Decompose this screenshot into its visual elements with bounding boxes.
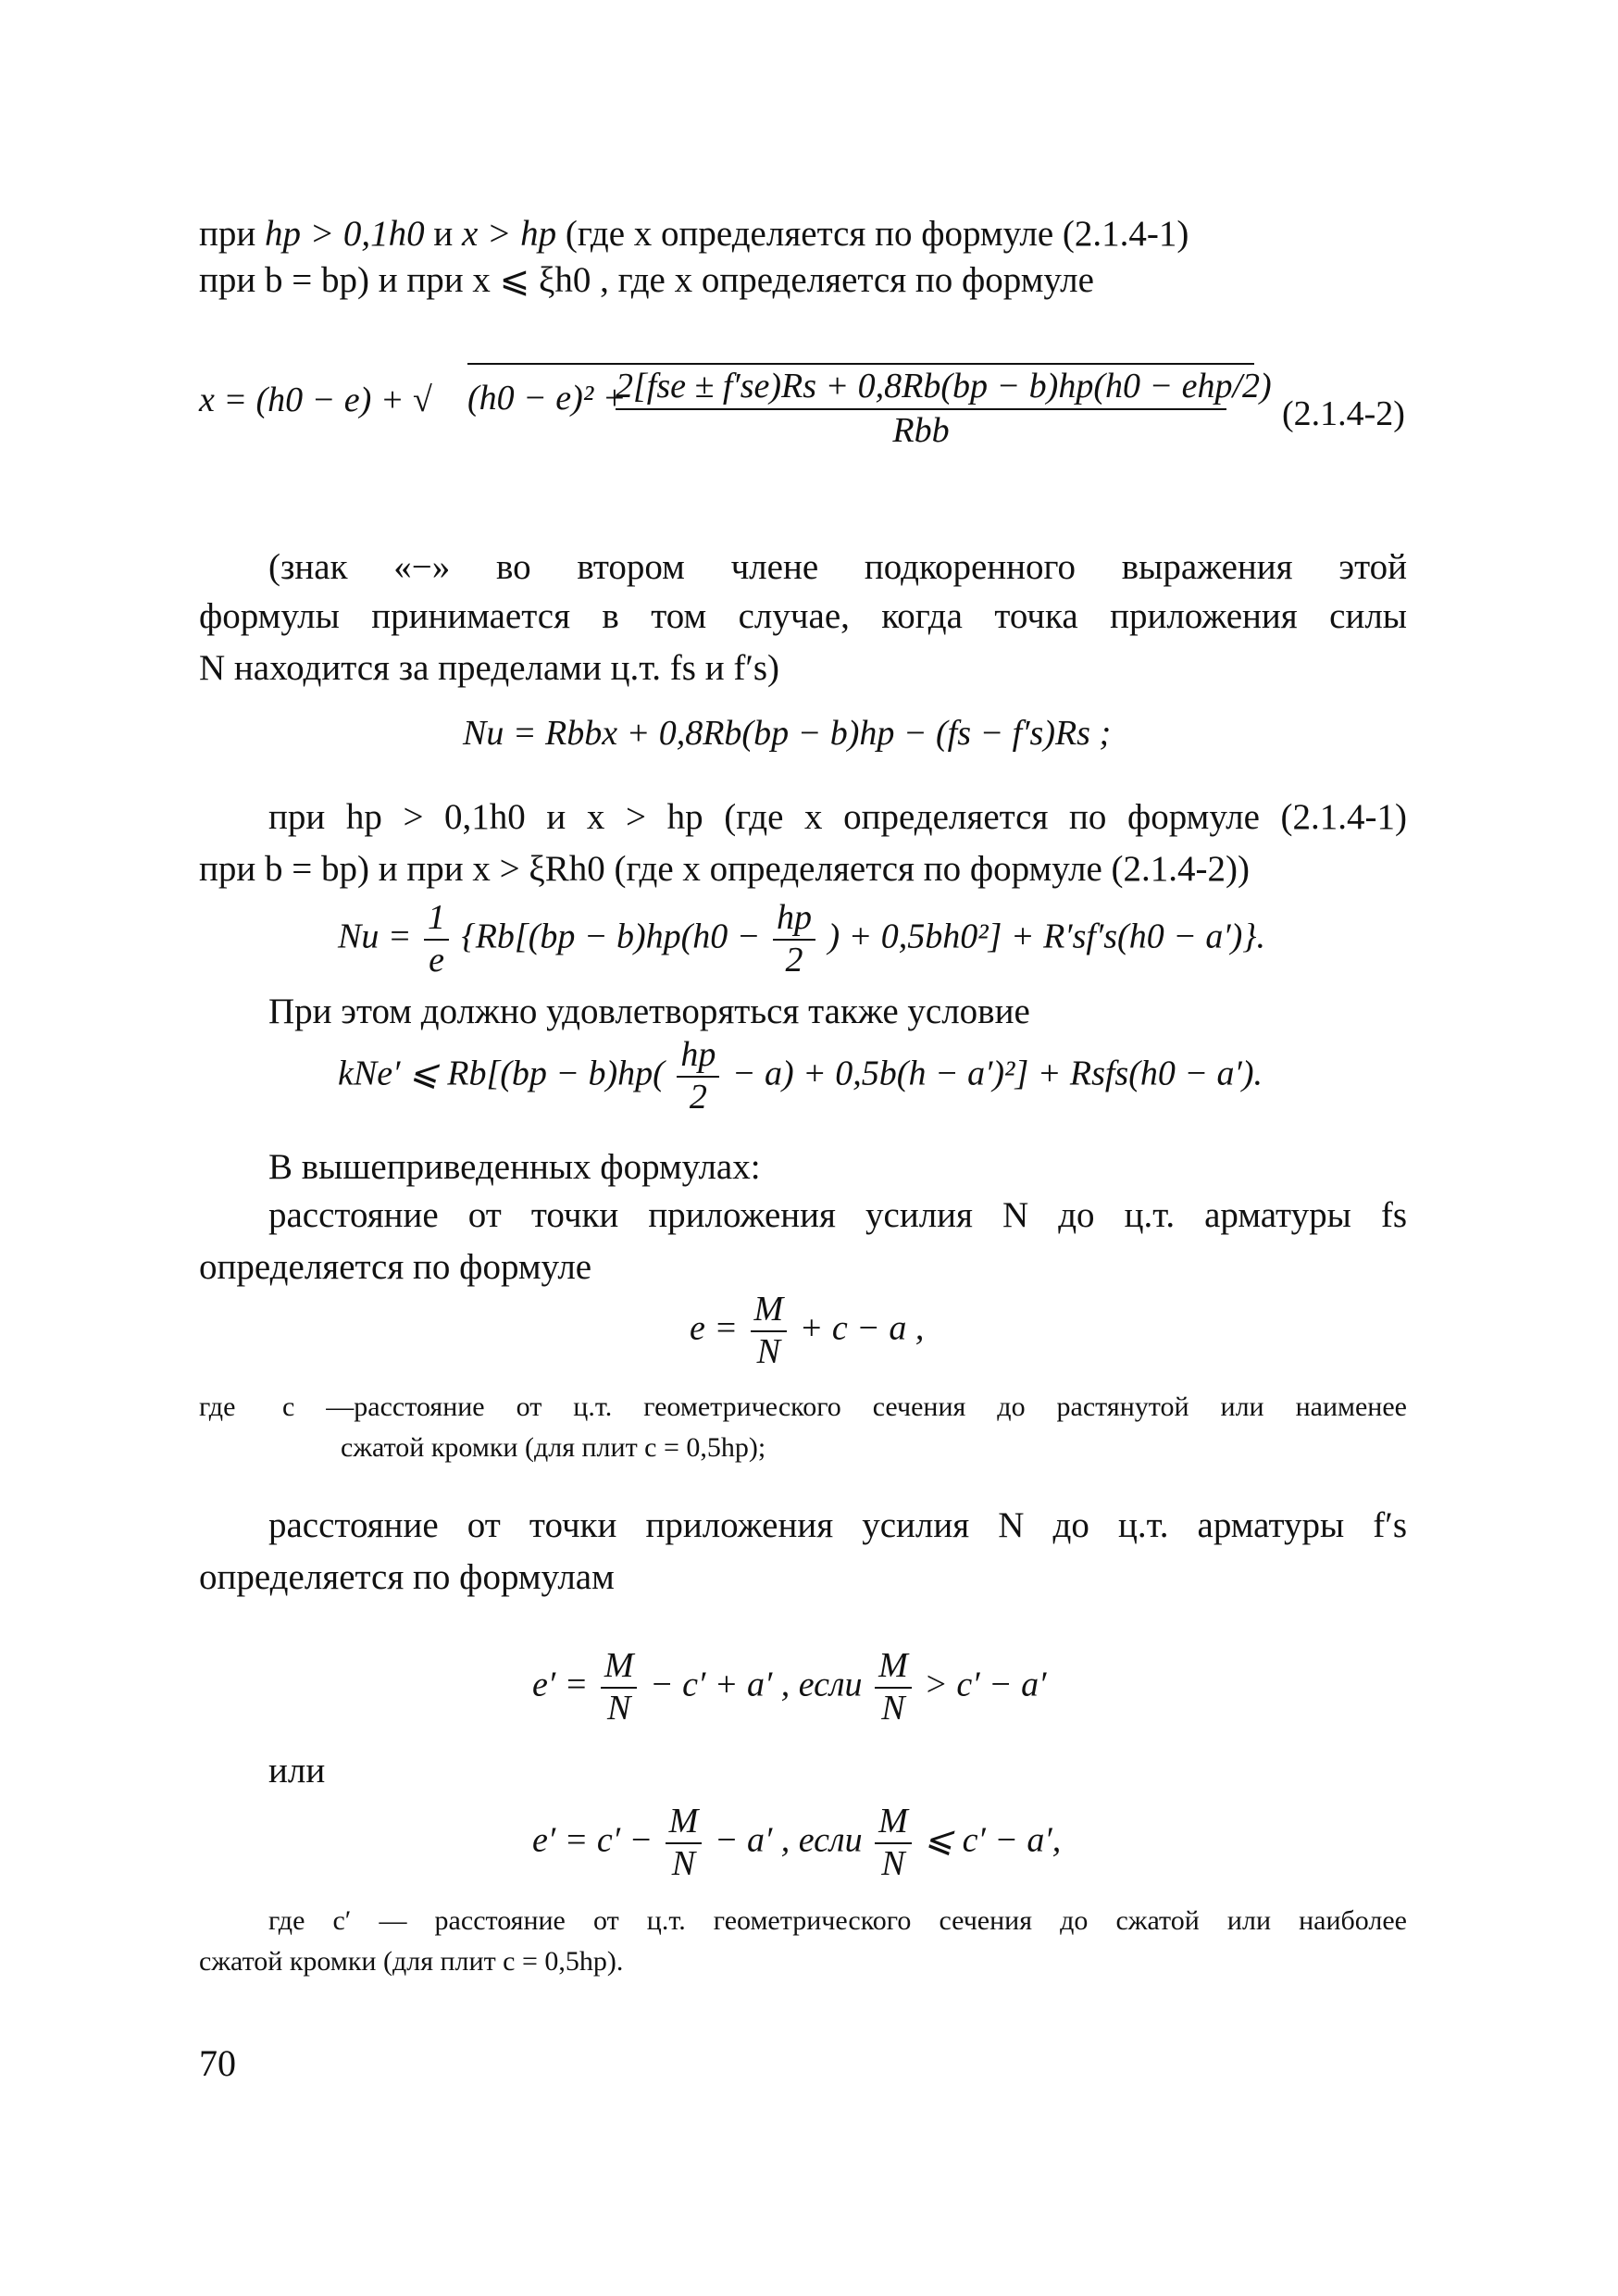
nu2-frac-den: e: [429, 940, 444, 980]
e1-frac2: [875, 1648, 912, 1728]
or-word: или: [268, 1751, 326, 1791]
formula-nu1: Nu = Rbbx + 0,8Rb(bp − b)hp − (fs − f′s)Rs ;: [463, 714, 1112, 753]
note1-line2: сжатой кромки (для плит c = 0,5hp);: [341, 1432, 766, 1463]
nu2-lhs: Nu =: [338, 917, 412, 956]
para1-line2: при b = bp) и при x ⩽ ξh0 , где x определяется по формуле: [199, 260, 1094, 300]
para2-line1: (знак «−» во втором члене подкоренного выражения этой: [268, 547, 1407, 587]
kne-tail: − a) + 0,5b(h − a′)²] + Rsfs(h0 − a′).: [731, 1054, 1263, 1093]
e2-frac-num: M: [666, 1803, 703, 1844]
para7: [199, 1500, 1407, 1603]
formula-nu2: [338, 900, 1265, 980]
fraction-numerator: 2[fse ± f′se)Rs + 0,8Rb(bp − b)hp(h0 − ehp/2): [616, 366, 1226, 410]
e-lhs: e =: [690, 1308, 739, 1348]
nu2-frac-num: 1: [424, 900, 449, 941]
para6-line2: определяется по формуле: [199, 1247, 592, 1287]
e1-frac2-num: M: [875, 1648, 912, 1689]
e2-frac2-num: M: [875, 1803, 912, 1844]
nu2-inner-num: hp: [773, 900, 815, 941]
para6-line1: расстояние от точки приложения усилия N до ц.т. арматуры fs: [268, 1195, 1407, 1235]
note1-line1: c —расстояние от ц.т. геометрического сечения до растянутой или наименее: [282, 1391, 1407, 1422]
formula-214-2-lhs-text: x = (h0 − e) + √: [199, 381, 432, 419]
e-tail: + c − a ,: [799, 1308, 925, 1348]
formula-e-prime-1: [532, 1648, 1047, 1728]
para7-line1: расстояние от точки приложения усилия N до ц.т. арматуры f′s: [268, 1505, 1407, 1545]
equation-number: (2.1.4-2): [1282, 394, 1405, 433]
para1-pre: при: [199, 214, 265, 254]
e-frac-num: M: [751, 1292, 788, 1332]
para4: При этом должно удовлетворяться также условие: [268, 992, 1030, 1031]
kne-lead: kNe′ ⩽ Rb[(bp − b)hp(: [338, 1054, 665, 1093]
formula-kne: [338, 1037, 1263, 1117]
e2-frac2-den: N: [881, 1843, 905, 1883]
note2-line1: где c′ — расстояние от ц.т. геометрического сечения до сжатой или наиболее: [268, 1905, 1407, 1936]
fraction-denominator: Rbb: [892, 411, 950, 450]
formula-214-2-root-lead: [467, 378, 626, 418]
para2-line2: формулы принимается в том случае, когда точка приложения силы: [199, 596, 1407, 636]
e-frac-den: N: [756, 1331, 781, 1371]
para6: [199, 1190, 1407, 1293]
para1-post: (где x определяется по формуле (2.1.4-1): [556, 214, 1189, 254]
formula-e: [690, 1292, 924, 1371]
e2-tail: ⩽ c′ − a′,: [924, 1820, 1062, 1860]
formula-214-2-fraction: [616, 366, 1272, 451]
para1-line1: [199, 208, 1404, 260]
para3: [199, 792, 1407, 895]
para2: [268, 542, 1407, 593]
e1-frac-den: N: [606, 1688, 631, 1728]
nu2-tail: ) + 0,5bh0²] + R′sf′s(h0 − a′)}.: [828, 917, 1266, 956]
nu2-frac: [424, 900, 449, 980]
nu2-body: {Rb[(bp − b)hp(h0 −: [461, 917, 761, 956]
para3-line2: при b = bp) и при x > ξRh0 (где x определяется по формуле (2.1.4-2)): [199, 849, 1250, 889]
e1-frac-num: M: [601, 1648, 638, 1689]
e1-lhs: e′ =: [532, 1665, 589, 1704]
e2-lhs: e′ = c′ −: [532, 1820, 653, 1860]
e1-mid: − c′ + a′ , если: [649, 1665, 863, 1704]
kne-frac: [677, 1037, 719, 1117]
e-frac: [751, 1292, 788, 1371]
note1-where: где: [199, 1391, 236, 1422]
kne-frac-den: 2: [689, 1077, 707, 1117]
note2: [268, 1901, 1407, 1941]
kne-frac-num: hp: [677, 1037, 719, 1078]
para7-line2: определяется по формулам: [199, 1557, 615, 1597]
formula-e-prime-2: [532, 1803, 1061, 1883]
para1-and: и: [424, 214, 462, 254]
e2-frac2: [875, 1803, 912, 1883]
sqrt-bar: [467, 363, 1254, 365]
formula-214-2-lhs: [199, 380, 432, 420]
para2b: [199, 591, 1407, 694]
cond-hp: hp > 0,1h0: [265, 214, 425, 254]
para3-line1: при hp > 0,1h0 и x > hp (где x определяется по формуле (2.1.4-1): [268, 797, 1407, 837]
note1: [282, 1387, 1407, 1428]
e1-frac2-den: N: [881, 1688, 905, 1728]
nu2-inner-den: 2: [785, 940, 803, 980]
page-number: 70: [199, 2042, 236, 2084]
root-lead-text: (h0 − e)² +: [467, 379, 627, 418]
nu2-inner-frac: [773, 900, 815, 980]
para2-line3: N находится за пределами ц.т. fs и f′s): [199, 648, 780, 688]
e1-tail: > c′ − a′: [924, 1665, 1047, 1704]
para5: В вышеприведенных формулах:: [268, 1147, 761, 1187]
e2-frac-den: N: [671, 1843, 696, 1883]
e1-frac: [601, 1648, 638, 1728]
cond-x-hp: x > hp: [461, 214, 557, 254]
e2-mid: − a′ , если: [714, 1820, 863, 1860]
note2-line2: сжатой кромки (для плит c = 0,5hp).: [199, 1946, 624, 1977]
e2-frac: [666, 1803, 703, 1883]
